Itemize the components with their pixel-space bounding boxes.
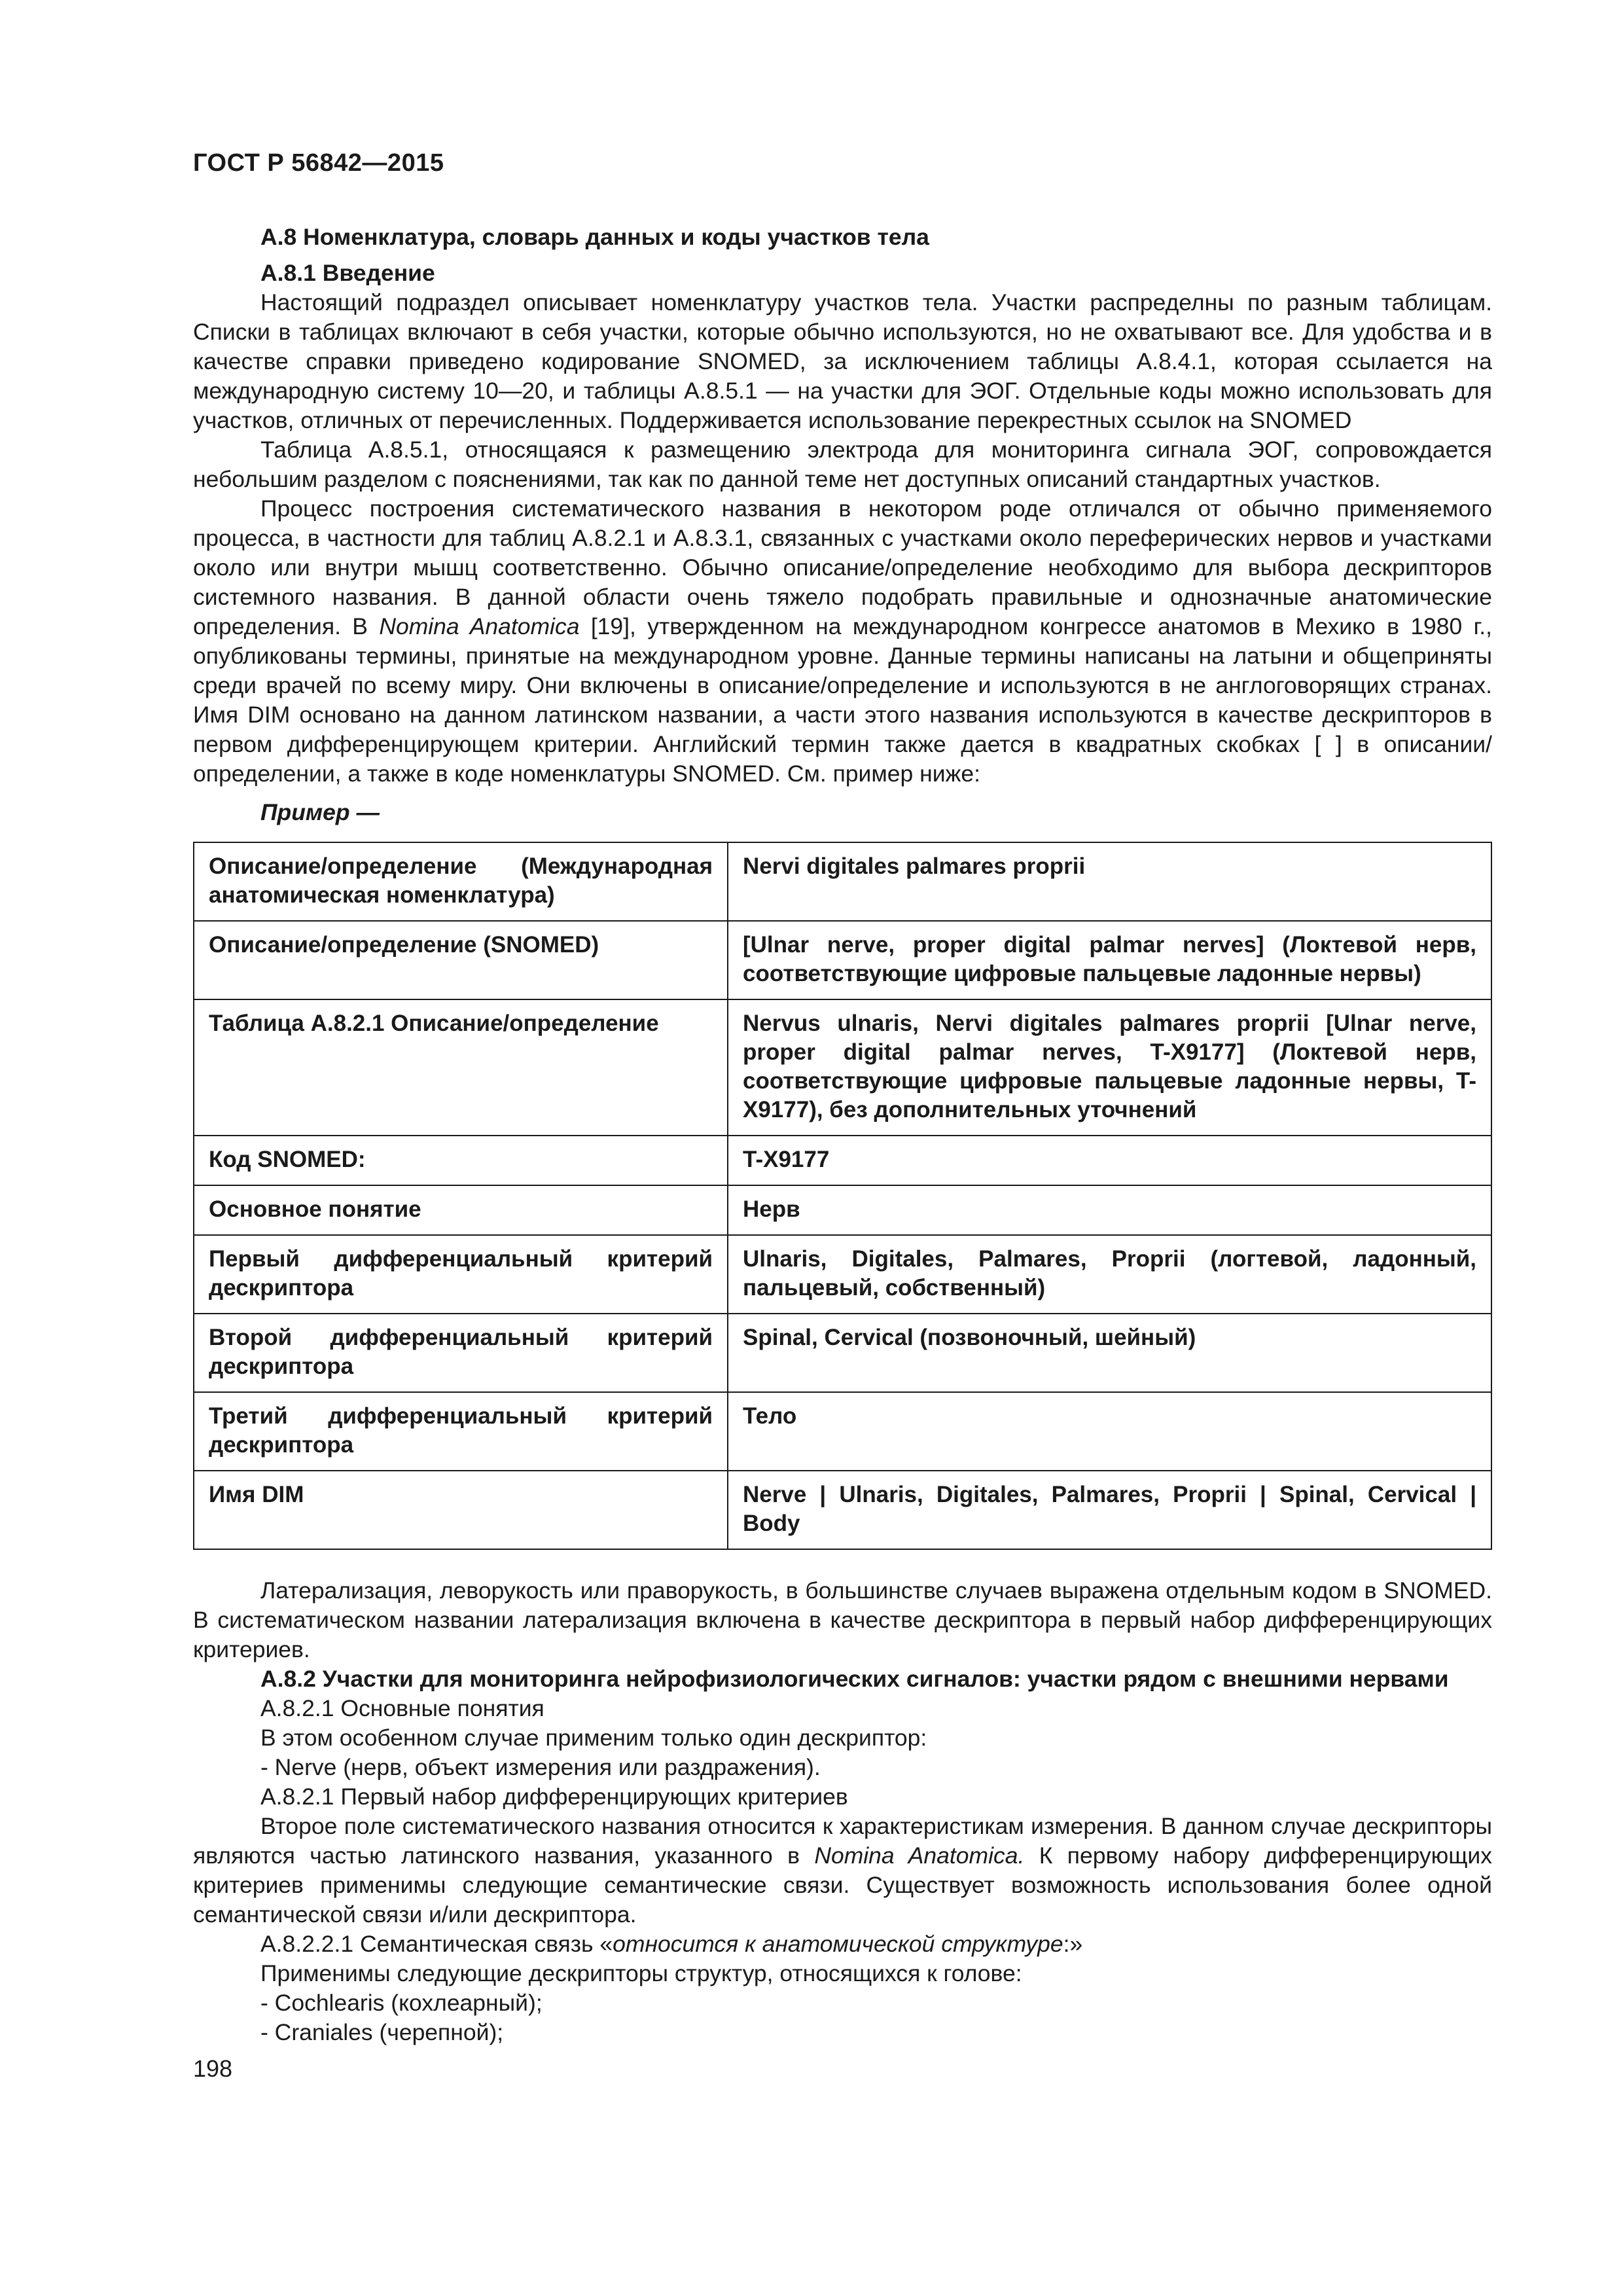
line-first-set: А.8.2.1 Первый набор дифференцирующих критериев bbox=[260, 1784, 848, 1810]
line-semantic-relation-part-b: :» bbox=[1063, 1931, 1083, 1957]
section-title: А.8 Номенклатура, словарь данных и коды участков тела bbox=[260, 224, 929, 250]
table-cell-value: Nervus ulnaris, Nervi digitales palmares proprii [Ulnar nerve, proper digital palmar nerves, T-X9177] (Локтевой нерв, соответствующие цифровые пальцевые ладонные нервы, T-X9177), без дополнительных уточнений bbox=[728, 999, 1491, 1136]
paragraph-process bbox=[193, 494, 1492, 789]
table-cell-value: T-X9177 bbox=[728, 1136, 1491, 1185]
line-semantic-relation-part-a: А.8.2.2.1 Семантическая связь « bbox=[260, 1931, 613, 1957]
table-row bbox=[194, 842, 1491, 921]
table-row bbox=[194, 1314, 1491, 1392]
line-nerve-descriptor: - Nerve (нерв, объект измерения или раздражения). bbox=[260, 1754, 821, 1780]
table-cell-label: Описание/определение (Международная анатомическая номенклатура) bbox=[194, 842, 728, 921]
table-row bbox=[194, 1392, 1491, 1471]
example-label: Пример — bbox=[260, 799, 380, 825]
table-row bbox=[194, 1185, 1491, 1235]
line-one-descriptor: В этом особенном случае применим только один дескриптор: bbox=[260, 1725, 927, 1751]
table-cell-label: Первый дифференциальный критерий дескриптора bbox=[194, 1235, 728, 1314]
table-cell-label: Основное понятие bbox=[194, 1185, 728, 1235]
table-row bbox=[194, 1471, 1491, 1549]
table-cell-label: Второй дифференциальный критерий дескриптора bbox=[194, 1314, 728, 1392]
table-cell-label: Третий дифференциальный критерий дескриптора bbox=[194, 1392, 728, 1471]
document-header: ГОСТ Р 56842—2015 bbox=[193, 149, 444, 177]
paragraph-eog: Таблица А.8.5.1, относящаяся к размещению электрода для мониторинга сигнала ЭОГ, сопровождается небольшим разделом с пояснениями, так как по данной теме нет доступных описаний стандартных участков. bbox=[193, 437, 1492, 492]
table-cell-label: Имя DIM bbox=[194, 1471, 728, 1549]
paragraph-process-part-b: [19], утвержденном на международном конгрессе анатомов в Мехико в 1980 г., опубликованы термины, принятые на международном уровне. Данные термины написаны на латыни и общеприняты среди врачей по всему миру. Они включены в описание/определение и используются в не англоговорящих странах. Имя DIM основано на данном латинском названии, а части этого названия используются в качестве дескрипторов в первом дифференцирующем критерии. Английский термин также дается в квадратных скобках [ ] в описании/определении, а также в коде номенклатуры SNOMED. См. пример ниже: bbox=[193, 613, 1492, 787]
table-cell-value: Spinal, Cervical (позвоночный, шейный) bbox=[728, 1314, 1491, 1392]
paragraph-second-field-part-b: К первому набору дифференцирующих критериев применимы следующие семантические связи. Существует возможность использования более одной семантической связи и/или дескриптора. bbox=[193, 1842, 1492, 1928]
table-cell-value: Nervi digitales palmares proprii bbox=[728, 842, 1491, 921]
after-table-text bbox=[193, 1576, 1492, 2047]
document-body bbox=[193, 223, 1492, 2047]
example-table bbox=[193, 842, 1492, 1550]
line-head-descriptors: Применимы следующие дескрипторы структур, относящихся к голове: bbox=[260, 1960, 1022, 1986]
table-cell-value: [Ulnar nerve, proper digital palmar nerves] (Локтевой нерв, соответствующие цифровые пальцевые ладонные нервы) bbox=[728, 921, 1491, 999]
table-row bbox=[194, 921, 1491, 999]
table-cell-value: Тело bbox=[728, 1392, 1491, 1471]
table-row bbox=[194, 999, 1491, 1136]
section-a82-title: А.8.2 Участки для мониторинга нейрофизиологических сигналов: участки рядом с внешними нервами bbox=[260, 1666, 1449, 1692]
semantic-relation-term: относится к анатомической структуре bbox=[613, 1931, 1063, 1957]
line-cochlearis: - Cochlearis (кохлеарный); bbox=[260, 1990, 543, 2016]
table-cell-value: Ulnaris, Digitales, Palmares, Proprii (логтевой, ладонный, пальцевый, собственный) bbox=[728, 1235, 1491, 1314]
paragraph-intro: Настоящий подраздел описывает номенклатуру участков тела. Участки распределны по разным таблицам. Списки в таблицах включают в себя участки, которые обычно используются, но не охватывают все. Для удобства и в качестве справки приведено кодирование SNOMED, за исключением таблицы А.8.4.1, которая ссылается на международную систему 10—20, и таблицы А.8.5.1 — на участки для ЭОГ. Отдельные коды можно использовать для участков, отличных от перечисленных. Поддерживается использование перекрестных ссылок на SNOMED bbox=[193, 289, 1492, 433]
table-cell-label: Таблица А.8.2.1 Описание/определение bbox=[194, 999, 728, 1136]
line-craniales: - Craniales (черепной); bbox=[260, 2019, 504, 2045]
line-semantic-relation bbox=[193, 1929, 1492, 1959]
subsection-title: А.8.1 Введение bbox=[260, 260, 435, 286]
nomina-anatomica-term-2: Nomina Anatomica. bbox=[814, 1842, 1025, 1869]
table-cell-value: Nerve | Ulnaris, Digitales, Palmares, Proprii | Spinal, Cervical | Body bbox=[728, 1471, 1491, 1549]
paragraph-second-field bbox=[193, 1812, 1492, 1929]
table-cell-value: Нерв bbox=[728, 1185, 1491, 1235]
table-cell-label: Код SNOMED: bbox=[194, 1136, 728, 1185]
table-row bbox=[194, 1136, 1491, 1185]
paragraph-process-part-a: Процесс построения систематического названия в некотором роде отличался от обычно применяемого процесса, в частности для таблиц А.8.2.1 и А.8.3.1, связанных с участками около переферических нервов и участками около или внутри мышц соответственно. Обычно описание/определение необходимо для выбора дескрипторов системного названия. В данной области очень тяжело подобрать правильные и однозначные анатомические определения. В bbox=[193, 495, 1492, 639]
paragraph-second-field-part-a: Второе поле систематического названия относится к характеристикам измерения. В данном случае дескрипторы являются частью латинского названия, указанного в bbox=[193, 1813, 1492, 1869]
nomina-anatomica-term: Nomina Anatomica bbox=[379, 613, 580, 639]
line-basic-concepts: А.8.2.1 Основные понятия bbox=[260, 1695, 544, 1721]
page-number: 198 bbox=[193, 2055, 233, 2082]
table-row bbox=[194, 1235, 1491, 1314]
table-cell-label: Описание/определение (SNOMED) bbox=[194, 921, 728, 999]
paragraph-lateralization: Латерализация, леворукость или праворукость, в большинстве случаев выражена отдельным кодом в SNOMED. В систематическом названии латерализация включена в качестве дескриптора в первый набор дифференцирующих критериев. bbox=[193, 1577, 1492, 1662]
